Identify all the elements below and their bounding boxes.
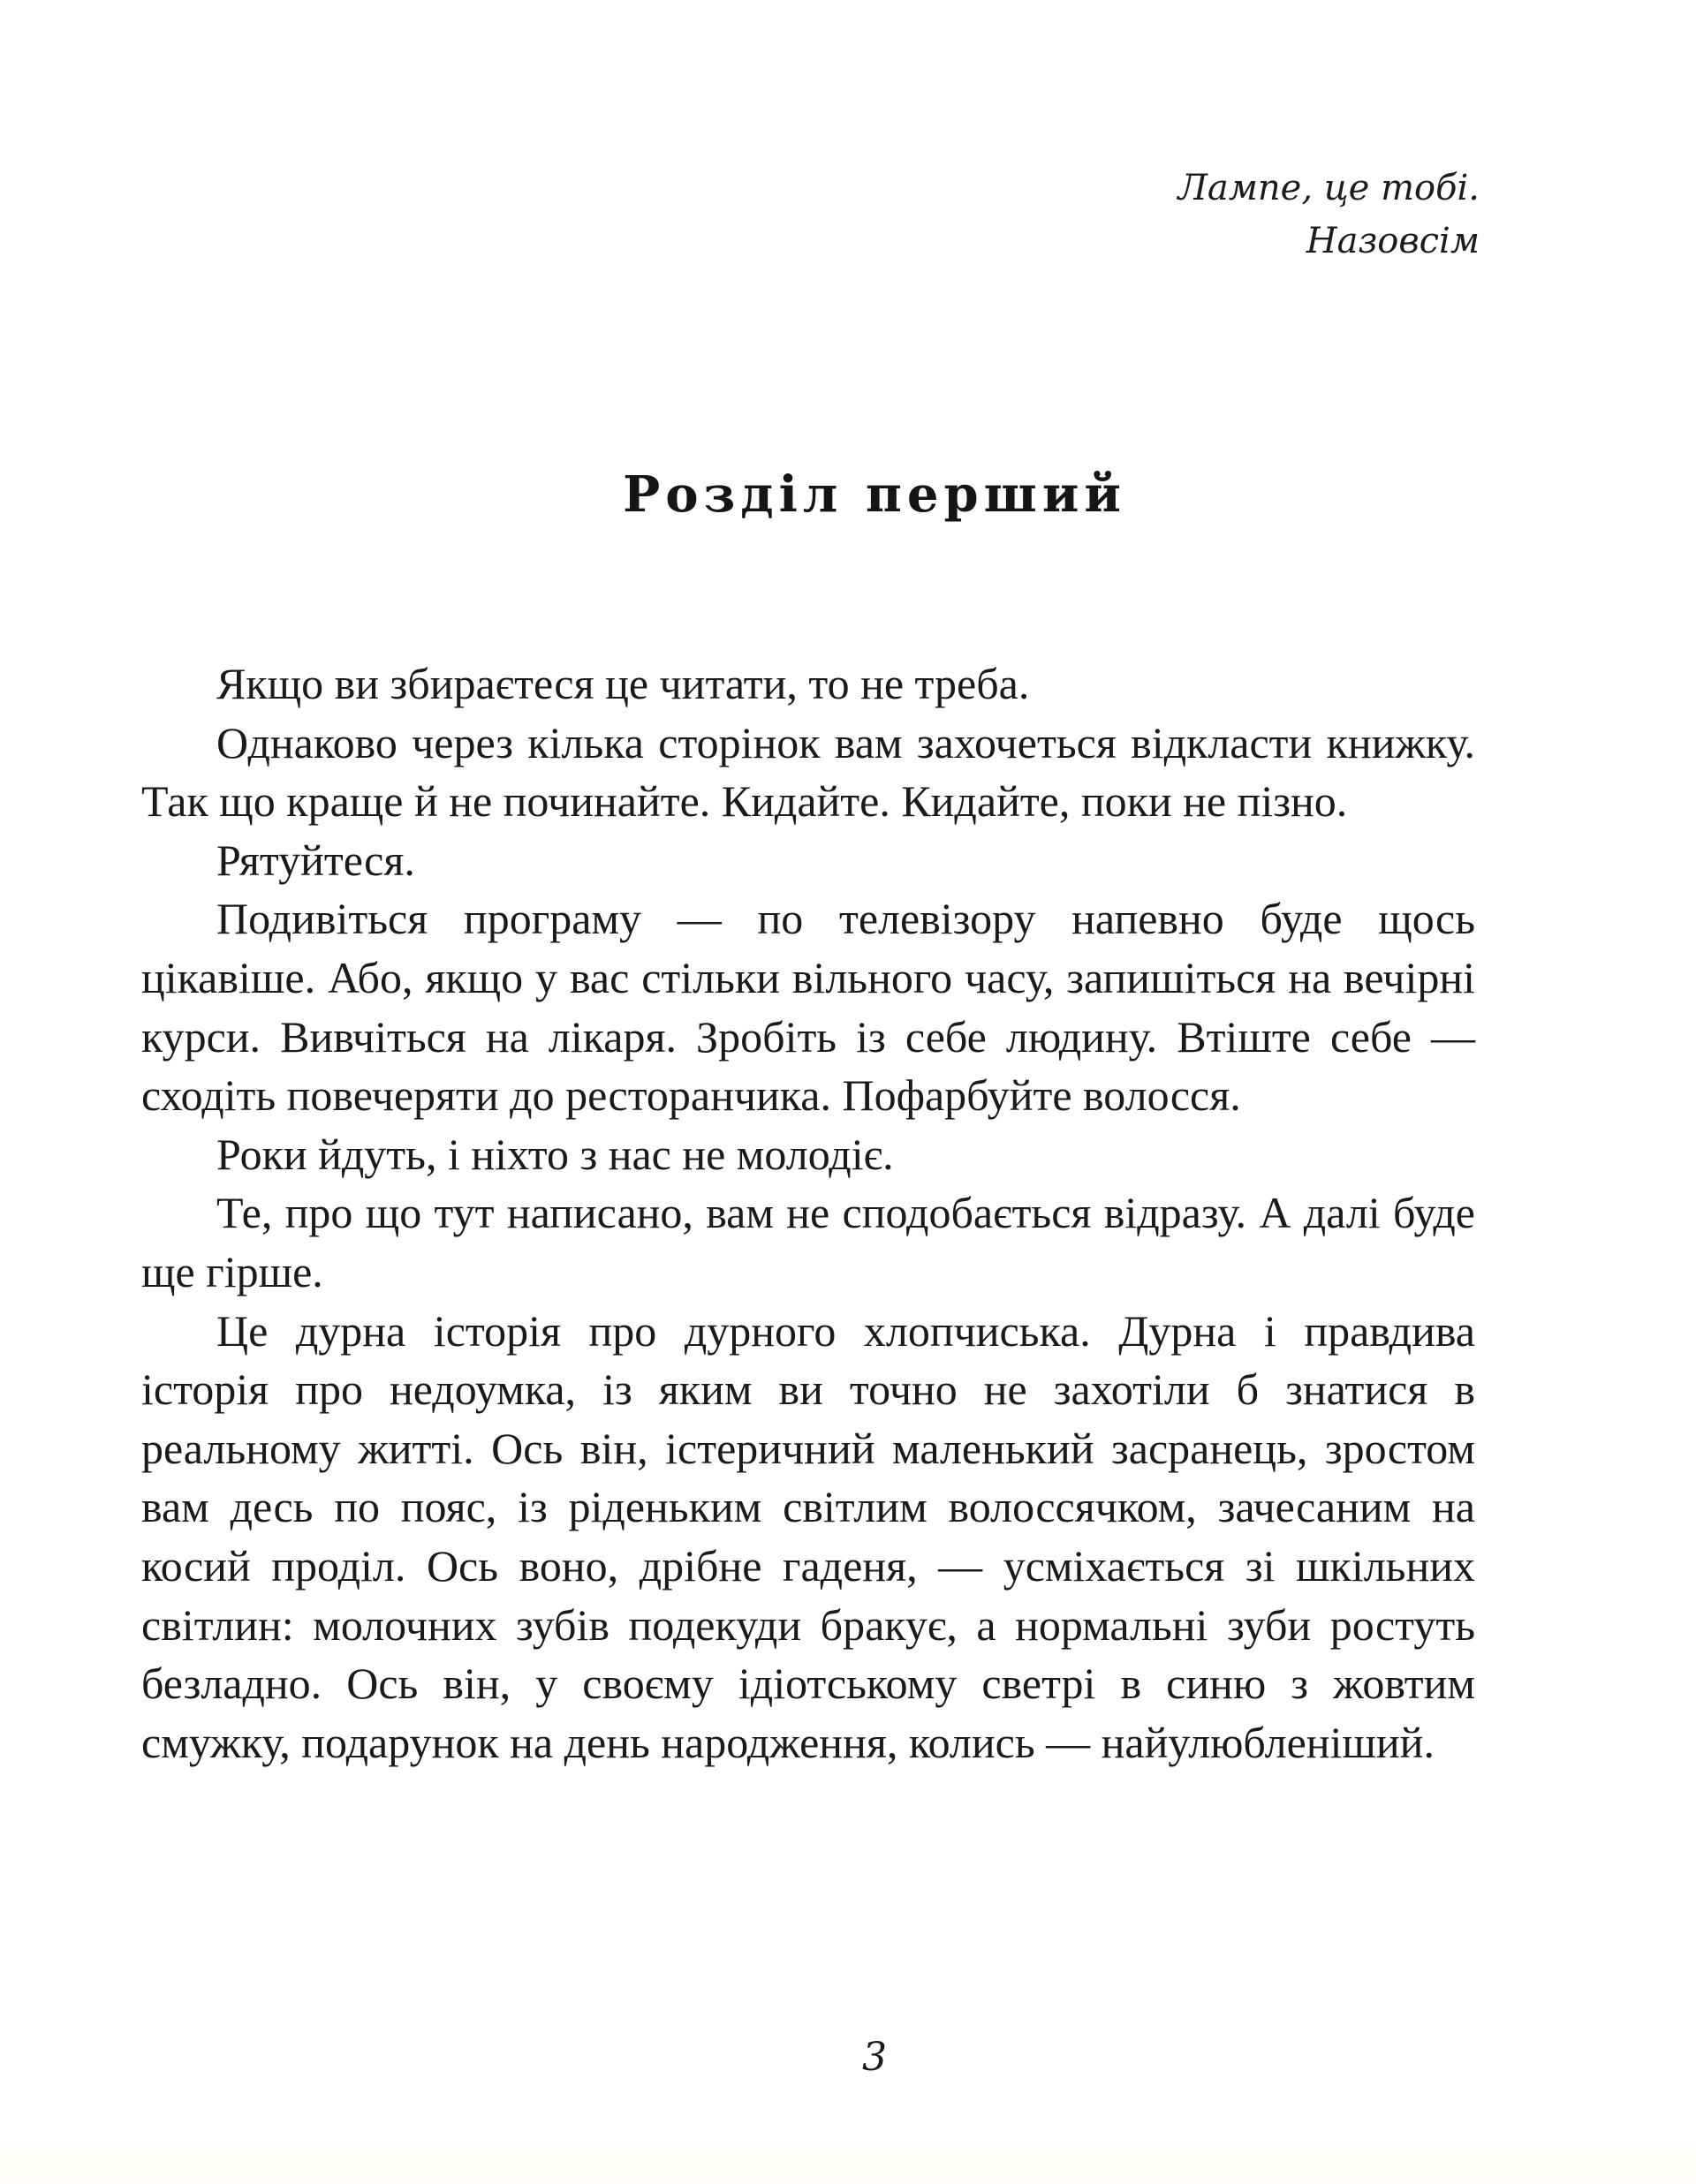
paragraph: Подивіться програму — по телевізору напевно буде щось цікавіше. Або, якщо у вас стільки вільного часу, запишіться на вечірні курси. Вивчіться на лікаря. Зробіть із себе людину. Втіште себе — сходіть повечеряти до ресторанчика. Пофарбуйте волосся. — [141, 894, 1475, 1121]
epigraph-line: Назовсім — [1306, 221, 1480, 261]
page-number: 3 — [862, 2035, 887, 2080]
paragraph: Те, про що тут написано, вам не сподобається відразу. А далі буде ще гірше. — [141, 1188, 1475, 1296]
page-edge-shading — [0, 2131, 1696, 2184]
epigraph-line: Лампе, це тобі. — [1177, 168, 1480, 208]
body-text — [141, 654, 1475, 1772]
epigraph — [1178, 162, 1480, 268]
paragraph: Якщо ви збираєтеся це читати, то не треба. — [216, 659, 1030, 708]
paragraph: Однаково через кілька сторінок вам захочеться відкласти книжку. Так що краще й не починайте. Кидайте. Кидайте, поки не пізно. — [141, 717, 1475, 827]
chapter-title: Розділ перший — [623, 465, 1126, 524]
paragraph: Рятуйтеся. — [216, 835, 415, 885]
paragraph: Це дурна історія про дурного хлопчиська. Дурна і правдива історія про недоумка, із яким ви точно не захотіли б знатися в реальному житті. Ось він, істеричний маленький засранець, зростом вам десь по пояс, із ріденьким світлим волоссячком, зачесаним на косий проділ. Ось воно, дрібне гаденя, — усміхається зі шкільних світлин: молочних зубів подекуди бракує, а нормальні зуби ростуть безладно. Ось він, у своєму ідіотському светрі в синю з жовтим смужку, подарунок на день народження, колись — найулюбленіший. — [141, 1305, 1475, 1767]
paragraph: Роки йдуть, і ніхто з нас не молодіє. — [216, 1129, 894, 1179]
